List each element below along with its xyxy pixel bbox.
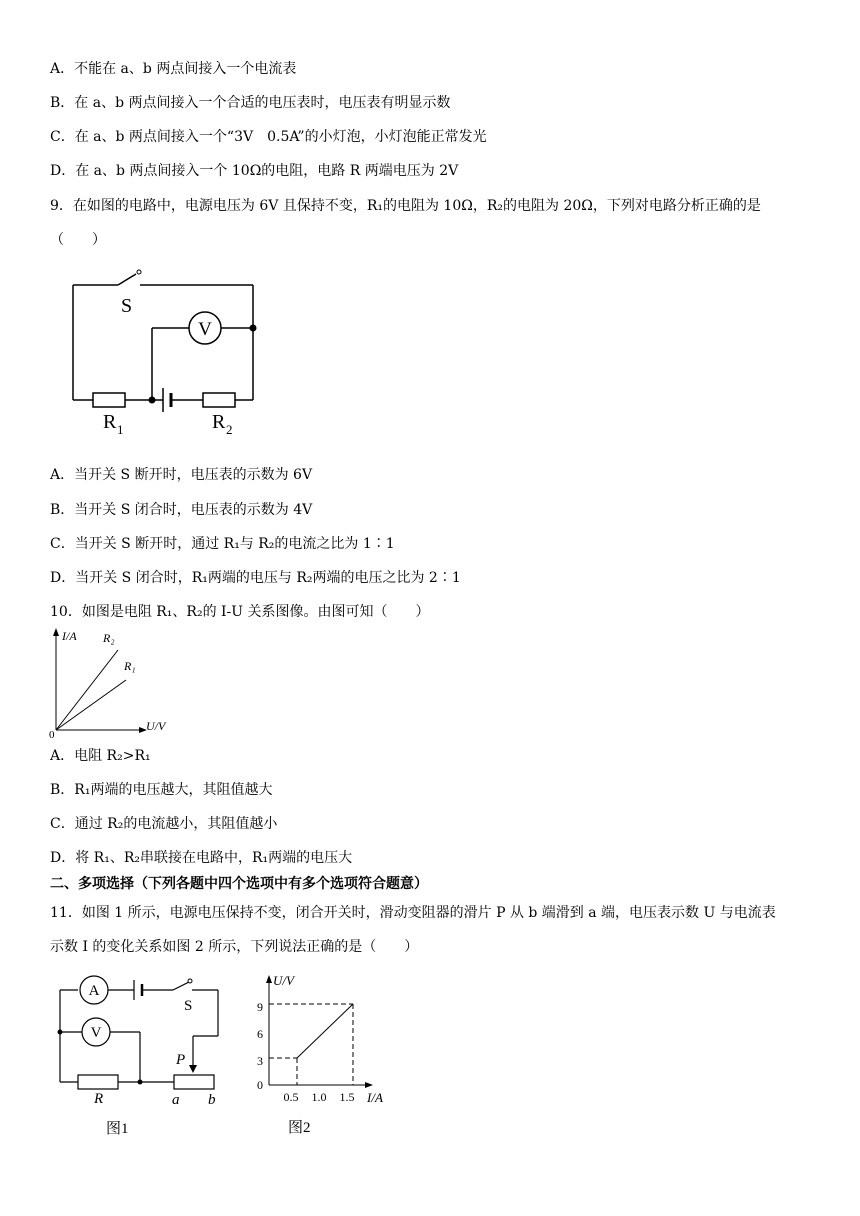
q8-option-a: A．不能在 a、b 两点间接入一个电流表 [50, 61, 297, 77]
q9-circuit-diagram [60, 260, 280, 445]
end-b-label: b [208, 1092, 216, 1108]
q10-option-d: D．将 R₁、R₂串联接在电路中，R₁两端的电压大 [50, 850, 353, 866]
slider-arrow [189, 1065, 197, 1073]
xtick-1.5: 1.5 [339, 1090, 355, 1104]
xtick-1.0: 1.0 [311, 1090, 327, 1104]
section-heading: 二、多项选择（下列各题中四个选项中有多个选项符合题意） [50, 876, 428, 892]
resistor-r [78, 1075, 118, 1089]
q9-stem-bracket: （ ） [50, 232, 106, 248]
q10-stem: 10．如图是电阻 R₁、R₂的 I-U 关系图像。由图可知（ ） [50, 604, 430, 620]
graph-xlabel: U/V [146, 719, 166, 733]
ytick-6: 6 [257, 1027, 263, 1041]
q8-option-d: D．在 a、b 两点间接入一个 10Ω的电阻，电路 R 两端电压为 2V [50, 163, 459, 179]
q9-stem: 9．在如图的电路中，电源电压为 6V 且保持不变，R₁的电阻为 10Ω，R₂的电阻为 20Ω，下列对电路分析正确的是 [50, 198, 761, 214]
ytick-3: 3 [257, 1054, 263, 1068]
r1-label: R [103, 411, 117, 433]
q11-stem-line1: 11．如图 1 所示，电源电压保持不变，闭合开关时，滑动变阻器的滑片 P 从 b 端滑到 a 端，电压表示数 U 与电流表 [50, 905, 776, 921]
q11-ui-graph-figure2 [250, 972, 400, 1137]
figure1-caption: 图1 [106, 1121, 129, 1137]
r2-subscript: 2 [226, 422, 233, 437]
ytick-9: 9 [257, 1000, 263, 1014]
switch-label: S [121, 295, 133, 317]
q11-circuit-figure1 [48, 970, 238, 1140]
q8-option-b: B．在 a、b 两点间接入一个合适的电压表时，电压表有明显示数 [50, 95, 451, 111]
resistor-r2 [203, 393, 235, 407]
q10-option-c: C．通过 R₂的电流越小，其阻值越小 [50, 816, 278, 832]
graph-label-r1: R₁ [124, 659, 136, 673]
q9-option-d: D．当开关 S 闭合时，R₁两端的电压与 R₂两端的电压之比为 2∶1 [50, 570, 461, 586]
resistor-label: R [94, 1091, 104, 1107]
q8-option-c: C．在 a、b 两点间接入一个“3V 0.5A”的小灯泡，小灯泡能正常发光 [50, 129, 487, 145]
graph-ylabel: I/A [62, 629, 77, 643]
ui-data-line [297, 1004, 353, 1058]
fig2-ylabel: U/V [273, 973, 294, 988]
r2-label: R [212, 411, 226, 433]
graph-origin: 0 [49, 729, 55, 741]
r1-subscript: 1 [117, 422, 124, 437]
voltmeter-label: V [90, 1025, 102, 1041]
graph-label-r2: R₂ [103, 631, 115, 645]
switch-label: S [184, 998, 193, 1014]
q11-stem-line2: 示数 I 的变化关系如图 2 所示，下列说法正确的是（ ） [50, 939, 419, 955]
q9-option-b: B．当开关 S 闭合时，电压表的示数为 4V [50, 502, 313, 518]
end-a-label: a [172, 1092, 180, 1108]
voltmeter-label: V [198, 319, 212, 340]
q10-option-a: A．电阻 R₂>R₁ [50, 748, 151, 764]
q9-option-c: C．当开关 S 断开时，通过 R₁与 R₂的电流之比为 1∶1 [50, 536, 395, 552]
ytick-0: 0 [257, 1078, 263, 1092]
fig2-xlabel: I/A [367, 1090, 383, 1105]
line-r1 [56, 680, 126, 730]
q10-option-b: B．R₁两端的电压越大，其阻值越大 [50, 782, 273, 798]
line-r2 [56, 650, 118, 730]
rheostat [174, 1075, 214, 1089]
q9-option-a: A．当开关 S 断开时，电压表的示数为 6V [50, 467, 313, 483]
ammeter-label: A [88, 983, 100, 999]
slider-label: P [176, 1052, 186, 1068]
figure2-caption: 图2 [288, 1120, 311, 1136]
xtick-0.5: 0.5 [283, 1090, 299, 1104]
switch-blade [173, 982, 189, 990]
q10-iu-graph [48, 626, 178, 741]
resistor-r1 [93, 393, 125, 407]
switch-blade [118, 274, 136, 285]
